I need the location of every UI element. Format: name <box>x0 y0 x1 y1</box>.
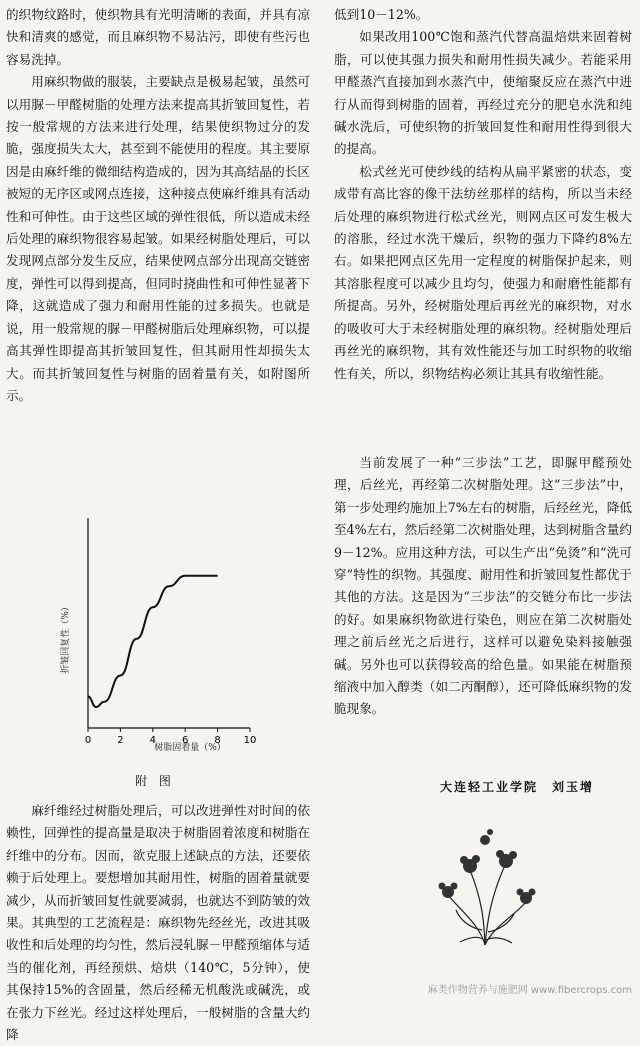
figure-caption: 附 图 <box>135 774 175 788</box>
x-tick-label: 6 <box>182 735 189 746</box>
x-tick-label: 4 <box>149 735 156 746</box>
x-axis-label: 树脂固着量（%） <box>154 743 226 753</box>
x-tick-label: 0 <box>84 735 92 746</box>
x-tick-label: 2 <box>117 735 124 746</box>
paragraph: 的织物纹路时，使织物具有光明清晰的表面，并具有凉快和清爽的感觉，而且麻织物不易沾污，即使有些污也容易洗掉。 <box>6 7 310 67</box>
figure <box>40 498 280 798</box>
x-tick-label: 8 <box>214 735 221 746</box>
x-tick-label: 10 <box>243 735 257 746</box>
right-column-bottom <box>334 452 632 721</box>
y-axis-label: 折皱回复性（%） <box>61 602 71 674</box>
paragraph: 松式丝光可使纱线的结构从扁平紧密的状态，变成带有高比容的像干法纺丝那样的结构，所以当未经后处理的麻织物进行松式丝光，则网点区可发生极大的溶胀，经过水洗干燥后，织物的强力下降约8%左右。如果把网点区先用一定程度的树脂保护起来，则其溶胀程度可以减少且均匀，使强力和耐磨性能都有所提高。另外，经树脂处理后再丝光的麻织物，对水的吸收可大于未经树脂处理的麻织物。经树脂处理后再丝光的麻织物，其有效性能还与加工时织物的收缩性有关，所以，织物结构必须让其具有收缩性能。 <box>334 163 632 381</box>
paragraph: 麻纤维经过树脂处理后，可以改进弹性对时间的依赖性，回弹性的提高量是取决于树脂固着浓度和树脂在纤维中的分布。因而，欲克服上述缺点的方法，还要依赖于后处理上。要想增加其耐用性，树脂的固着量就要减少，从而折皱回复性就要减弱，也就达不到防皱的效果。其典型的工艺流程是：麻织物先经丝光，改进其吸收性和后处理的均匀性，然后浸轧脲－甲醛预缩体与适当的催化剂，再经预烘、焙烘（140℃，5分钟），使其保持15%的含固量，然后经稀无机酸洗或碱洗，或在张力下丝光。经过这样处理后，一般树脂的含量大约降 <box>6 803 310 1043</box>
right-column-top <box>334 4 632 385</box>
data-line <box>88 576 218 707</box>
left-column-top <box>6 4 310 407</box>
flower-illustration-icon <box>430 810 540 954</box>
watermark: 麻类作物营养与施肥网 www.fibercrops.com <box>427 985 632 996</box>
paragraph: 用麻织物做的服装，主要缺点是极易起皱，虽然可以用脲－甲醛树脂的处理方法来提高其折皱回复性，若按一般常规的方法来进行处理，结果使织物过分的发脆，强度损失太大，甚至到不能使用的程度。其主要原因是由麻纤维的微细结构造成的，因为其高结晶的长区被短的无序区或网点连接，这种接点使麻纤维具有活动性和可伸性。由于这些区域的弹性很低，所以造成未经后处理的麻织物很容易起皱。如果经树脂处理后，可以发现网点部分发生反应，结果使网点部分出现高交链密度，弹性可以得到提高，但同时挠曲性和可伸性显著下降，这就造成了强力和耐用性能的过多损失。也就是说，用一般常规的脲－甲醛树脂后处理麻织物，可以提高其弹性即提高其折皱回复性，但其耐用性却损失太大。而其折皱回复性与树脂的固着量有关，如附图所示。 <box>6 74 310 403</box>
crease-recovery-chart <box>40 498 280 768</box>
paragraph: 当前发展了一种“三步法”工艺，即脲甲醛预处理，后丝光，再经第二次树脂处理。这“三步法”中，第一步处理约施加上7%左右的树脂，后经丝光，降低至4%左右，然后经第二次树脂处理，达到树脂含量约9－12%。应用这种方法，可以生产出“免烫”和“洗可穿”特性的织物。其强度、耐用性和折皱回复性都优于其他的方法。这是因为“三步法”的交链分布比一步法的好。如果麻织物欲进行染色，则应在第二次树脂处理之前后丝光之后进行，这样可以避免染料接触强碱。另外也可以获得较高的给色量。如果能在树脂预缩液中加入醇类（如二丙酮醇），还可降低麻织物的发脆现象。 <box>334 455 632 717</box>
left-column-bottom <box>6 800 310 1046</box>
paragraph: 如果改用100℃饱和蒸汽代替高温焙烘来固着树脂，可以使其强力损失和耐用性损失减少。若能采用甲醛蒸汽直接加到水蒸汽中，使缩聚反应在蒸汽中进行从而得到树脂的固着，再经过充分的肥皂水洗和纯碱水洗后，可使织物的折皱回复性和耐用性得到很大的提高。 <box>334 29 632 157</box>
author-signature: 大连轻工业学院 刘玉增 <box>440 780 595 794</box>
paragraph: 低到10－12%。 <box>334 7 429 22</box>
